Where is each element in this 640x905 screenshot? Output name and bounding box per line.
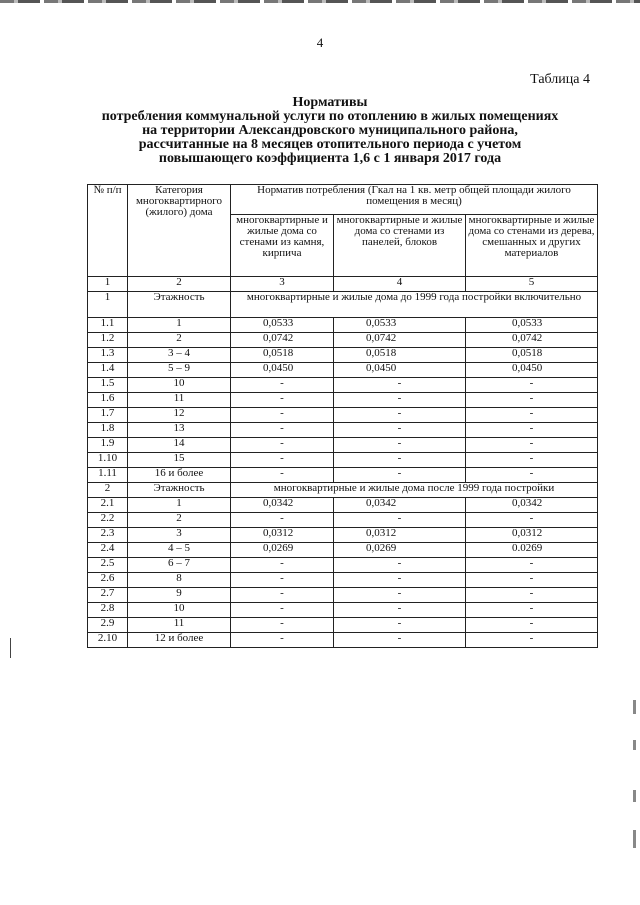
row-num: 1.11 [88,468,128,483]
value-stone: - [231,618,334,633]
edge-mark [633,700,636,714]
value-panel: - [334,603,466,618]
value-panel: - [334,558,466,573]
row-num: 1.7 [88,408,128,423]
title-line-4: рассчитанные на 8 месяцев отопительного периода с учетом [138,137,522,152]
value-wood: 0,0533 [466,318,598,333]
value-stone: - [231,588,334,603]
row-num: 1.10 [88,453,128,468]
table-row [88,468,598,483]
index-cell: 4 [334,277,466,292]
row-floors: 5 – 9 [128,363,231,378]
value-panel: 0,0312 [334,528,466,543]
row-num: 2.5 [88,558,128,573]
value-stone: 0,0518 [231,348,334,363]
index-cell: 5 [466,277,598,292]
value-wood: - [466,573,598,588]
value-wood: 0,0450 [466,363,598,378]
header-norm: Норматив потребления (Гкал на 1 кв. метр общей площади жилого помещения в месяц) [231,185,598,215]
table-row [88,363,598,378]
row-floors: 1 [128,498,231,513]
value-stone: 0,0533 [231,318,334,333]
row-num: 1.1 [88,318,128,333]
value-wood: - [466,588,598,603]
value-panel: 0,0342 [334,498,466,513]
value-panel: - [334,423,466,438]
row-num: 2.2 [88,513,128,528]
row-num: 1.9 [88,438,128,453]
row-floors: 10 [128,378,231,393]
table-row [88,558,598,573]
value-stone: - [231,453,334,468]
value-panel: 0,0450 [334,363,466,378]
value-panel: - [334,453,466,468]
table-row [88,573,598,588]
value-panel: - [334,378,466,393]
row-num: 2.10 [88,633,128,648]
value-wood: - [466,423,598,438]
value-stone: - [231,423,334,438]
row-floors: 12 [128,408,231,423]
section-2-header [88,483,598,498]
value-stone: - [231,573,334,588]
row-floors: 11 [128,393,231,408]
subheader-panel: многоквартирные и жилые дома со стенами из панелей, блоков [334,215,466,277]
edge-mark [633,830,636,848]
value-stone: 0,0742 [231,333,334,348]
value-wood: - [466,453,598,468]
row-floors: 3 – 4 [128,348,231,363]
row-num: 2.7 [88,588,128,603]
value-wood: - [466,633,598,648]
value-wood: - [466,468,598,483]
value-stone: - [231,558,334,573]
table-row [88,408,598,423]
section-label: многоквартирные и жилые дома после 1999 года постройки [231,483,598,498]
value-wood: - [466,438,598,453]
index-row [88,277,598,292]
value-panel: - [334,468,466,483]
index-cell: 2 [128,277,231,292]
table-row [88,438,598,453]
value-panel: 0,0518 [334,348,466,363]
value-stone: - [231,408,334,423]
value-wood: - [466,558,598,573]
table-header-row [88,185,598,215]
value-stone: - [231,438,334,453]
table-row [88,333,598,348]
table-row [88,633,598,648]
row-floors: 11 [128,618,231,633]
table-label: Таблица 4 [530,72,590,87]
document-title [60,96,600,166]
value-panel: - [334,618,466,633]
row-num: 2.8 [88,603,128,618]
row-num: 2.4 [88,543,128,558]
margin-mark [10,638,11,658]
header-num: № п/п [88,185,128,277]
row-num: 2.9 [88,618,128,633]
row-floors: 8 [128,573,231,588]
section-category: Этажность [128,292,231,318]
title-line-2: потребления коммунальной услуги по отоплению в жилых помещениях [101,109,559,124]
subheader-wood: многоквартирные и жилые дома со стенами из дерева, смешанных и других материалов [466,215,598,277]
row-num: 1.4 [88,363,128,378]
value-panel: - [334,408,466,423]
table-row [88,393,598,408]
row-floors: 12 и более [128,633,231,648]
value-panel: - [334,588,466,603]
value-wood: 0,0312 [466,528,598,543]
value-panel: 0,0269 [334,543,466,558]
table-row [88,543,598,558]
table-row [88,513,598,528]
table-row [88,318,598,333]
value-stone: - [231,633,334,648]
edge-mark [633,790,636,802]
table-row [88,618,598,633]
section-1-header [88,292,598,318]
index-cell: 1 [88,277,128,292]
value-panel: - [334,573,466,588]
value-stone: - [231,468,334,483]
row-num: 1.6 [88,393,128,408]
value-wood: - [466,513,598,528]
title-line-3: на территории Александровского муниципального района, [142,123,518,138]
row-floors: 2 [128,333,231,348]
table-row [88,378,598,393]
section-num: 1 [88,292,128,318]
value-wood: 0.0269 [466,543,598,558]
value-stone: - [231,378,334,393]
row-floors: 10 [128,603,231,618]
value-wood: - [466,603,598,618]
row-num: 1.2 [88,333,128,348]
value-panel: - [334,633,466,648]
row-floors: 1 [128,318,231,333]
value-stone: 0,0450 [231,363,334,378]
row-num: 2.3 [88,528,128,543]
value-stone: 0,0312 [231,528,334,543]
value-panel: - [334,393,466,408]
row-floors: 4 – 5 [128,543,231,558]
row-floors: 6 – 7 [128,558,231,573]
edge-mark [633,740,636,750]
section-num: 2 [88,483,128,498]
value-stone: - [231,603,334,618]
row-num: 1.8 [88,423,128,438]
index-cell: 3 [231,277,334,292]
section-category: Этажность [128,483,231,498]
table-row [88,453,598,468]
value-panel: 0,0533 [334,318,466,333]
row-num: 2.1 [88,498,128,513]
value-panel: 0,0742 [334,333,466,348]
row-num: 2.6 [88,573,128,588]
table-row [88,348,598,363]
title-line-1: Нормативы [292,95,368,110]
table-row [88,423,598,438]
row-floors: 9 [128,588,231,603]
norms-table [87,184,598,648]
subheader-stone: многоквартирные и жилые дома со стенами из камня, кирпича [231,215,334,277]
row-floors: 15 [128,453,231,468]
table-row [88,588,598,603]
row-floors: 2 [128,513,231,528]
title-line-5: повышающего коэффициента 1,6 с 1 января 2017 года [158,151,502,166]
value-stone: 0,0342 [231,498,334,513]
value-stone: - [231,393,334,408]
value-stone: 0,0269 [231,543,334,558]
row-num: 1.3 [88,348,128,363]
table-row [88,498,598,513]
value-wood: 0,0342 [466,498,598,513]
value-stone: - [231,513,334,528]
row-floors: 13 [128,423,231,438]
table-row [88,528,598,543]
value-panel: - [334,438,466,453]
row-floors: 3 [128,528,231,543]
row-floors: 14 [128,438,231,453]
value-wood: - [466,618,598,633]
value-wood: 0,0742 [466,333,598,348]
row-floors: 16 и более [128,468,231,483]
value-panel: - [334,513,466,528]
table-row [88,603,598,618]
value-wood: 0,0518 [466,348,598,363]
section-label: многоквартирные и жилые дома до 1999 года постройки включительно [231,292,598,318]
scan-edge-artifact [0,0,640,3]
value-wood: - [466,393,598,408]
row-num: 1.5 [88,378,128,393]
value-wood: - [466,378,598,393]
value-wood: - [466,408,598,423]
page-number: 4 [316,35,324,50]
header-category: Категория многоквартирного (жилого) дома [128,185,231,277]
